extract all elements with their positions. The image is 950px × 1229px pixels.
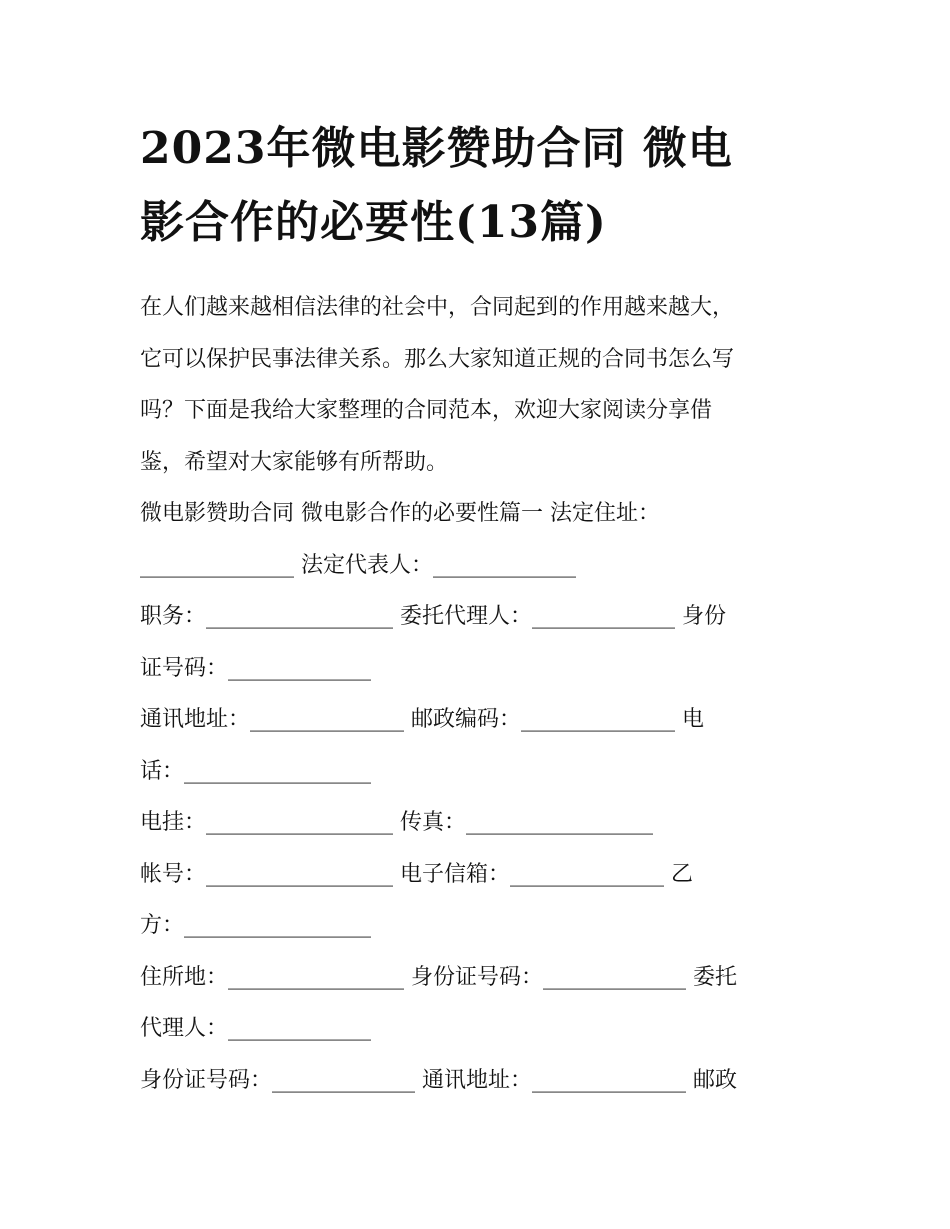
- contract-form-fields: [140, 488, 820, 1106]
- intro-line: 吗？下面是我给大家整理的合同范本，欢迎大家阅读分享借: [140, 398, 713, 423]
- intro-line: 在人们越来越相信法律的社会中，合同起到的作用越来越大，: [140, 295, 735, 320]
- position-agent-line: 职务：_________________ 委托代理人：_____________ 身份: [140, 604, 726, 629]
- document-content: [140, 112, 820, 1106]
- document-title: 2023年微电影赞助合同 微电 影合作的必要性(13篇): [140, 123, 733, 248]
- section-heading-line: 微电影赞助合同 微电影合作的必要性篇一 法定住址：: [140, 501, 660, 526]
- intro-paragraph: [140, 282, 820, 488]
- telegraph-fax-line: 电挂：_________________ 传真：_________________: [140, 810, 653, 835]
- account-email-line: 帐号：_________________ 电子信箱：______________ 乙: [140, 861, 693, 887]
- address-postcode-line: 通讯地址：______________ 邮政编码：______________ 电: [140, 707, 704, 732]
- intro-line: 它可以保护民事法律关系。那么大家知道正规的合同书怎么写: [140, 346, 735, 372]
- residence-id-line: 住所地：________________ 身份证号码：_____________ 委托: [140, 964, 737, 990]
- party-b-line: 方：_________________: [140, 913, 372, 938]
- legal-representative-line: ______________ 法定代表人：_____________: [140, 552, 576, 578]
- agent-line: 代理人：_____________: [140, 1016, 372, 1041]
- phone-line: 话：_________________: [140, 758, 372, 784]
- id-number-line: 证号码：_____________: [140, 655, 372, 681]
- intro-line: 鉴，希望对大家能够有所帮助。: [140, 449, 449, 475]
- id-address-line: 身份证号码：_____________ 通讯地址：______________ 邮政: [140, 1067, 737, 1093]
